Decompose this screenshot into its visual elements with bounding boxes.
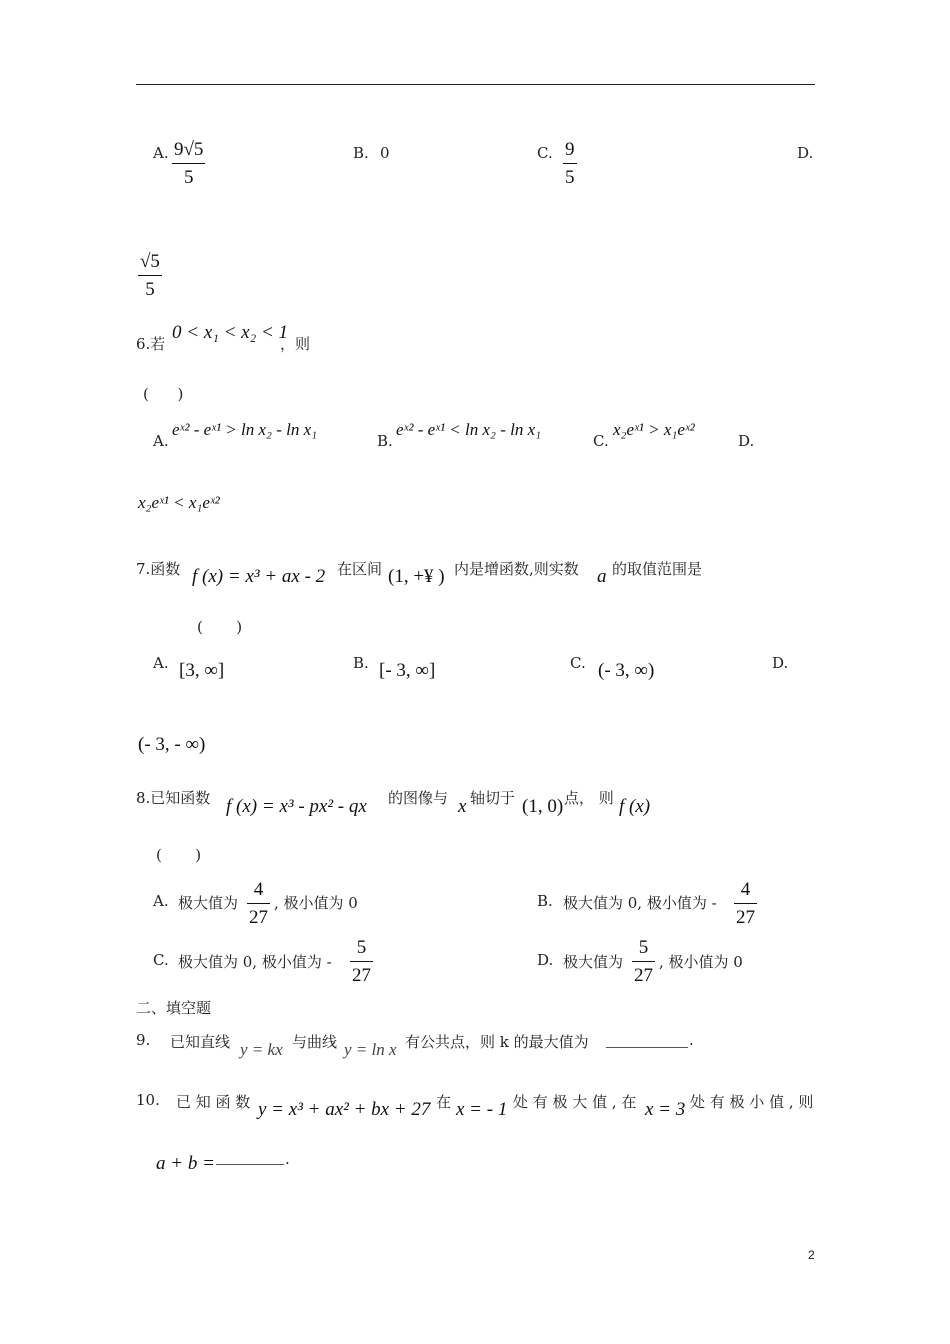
q6-option-d-label: D.: [738, 432, 755, 450]
q9-answer-blank[interactable]: [606, 1031, 688, 1048]
q10-function: y = x³ + ax² + bx + 27: [258, 1099, 431, 1120]
fraction-bar: [172, 163, 205, 164]
q8-option-b-label: B.: [537, 892, 553, 910]
q5-option-c-fraction: [563, 140, 577, 187]
q10-condition-min: x = 3: [645, 1099, 686, 1120]
q5-option-c-label: C.: [537, 144, 553, 162]
q8-text-tangent: 轴切于: [470, 789, 516, 807]
q5-option-d-fraction: [138, 252, 162, 299]
section-title-fill-in: 二、填空题: [136, 999, 212, 1017]
q5-option-b-value: 0: [380, 144, 390, 162]
q8-option-d-post: , 极小值为 0: [659, 953, 743, 971]
q8-option-d-pre: 极大值为: [563, 953, 624, 971]
q6-option-d-expr: x₂eˣ¹ < x₁eˣ²: [138, 493, 220, 512]
q6-suffix: ，则: [280, 335, 311, 353]
q5-option-a-label: A.: [153, 144, 169, 162]
q9-text-line: 已知直线: [170, 1033, 231, 1051]
q10-end-period: .: [285, 1150, 290, 1168]
q5-a-numerator: 9√5: [174, 139, 204, 160]
q10-text-given: 已 知 函 数: [176, 1093, 251, 1111]
q7-option-b-label: B.: [353, 654, 369, 672]
header-rule: [136, 84, 815, 85]
q7-variable: a: [597, 566, 607, 587]
q5-c-numerator: 9: [565, 139, 575, 160]
q6-option-c-label: C.: [593, 432, 609, 450]
q8-option-a-pre: 极大值为: [178, 894, 239, 912]
q8-text-graph: 的图像与: [388, 789, 449, 807]
q8-option-c-fraction: [350, 938, 373, 985]
q10-number: 10.: [136, 1091, 160, 1109]
q7-text-range: 的取值范围是: [612, 560, 703, 578]
q6-option-b-expr: eˣ² - eˣ¹ < ln x₂ - ln x₁: [396, 420, 542, 439]
q10-text-min: 处 有 极 小 值 , 则: [690, 1093, 814, 1111]
q8-a-numerator: 4: [253, 879, 264, 900]
q7-option-a-label: A.: [153, 654, 169, 672]
q10-text-max: 处 有 极 大 值 , 在: [513, 1093, 637, 1111]
q6-option-a-expr: eˣ² - eˣ¹ > ln x₂ - ln x₁: [172, 420, 318, 439]
q8-option-a-post: , 极小值为 0: [274, 894, 358, 912]
q8-c-numerator: 5: [356, 937, 367, 958]
q10-text-at: 在: [436, 1093, 452, 1111]
q8-d-denominator: 27: [634, 965, 653, 987]
q6-option-b-label: B.: [377, 432, 393, 450]
q8-variable: x: [458, 796, 467, 817]
q8-d-numerator: 5: [638, 937, 649, 958]
q10-answer-blank[interactable]: [216, 1150, 284, 1165]
q6-number: 6.若: [136, 335, 166, 353]
q5-d-denominator: 5: [145, 279, 155, 301]
q5-a-denominator: 5: [183, 167, 194, 189]
q8-option-d-fraction: [632, 938, 655, 985]
fraction-bar: [350, 961, 373, 962]
q8-b-denominator: 27: [736, 907, 755, 929]
q8-option-a-label: A.: [153, 892, 169, 910]
q6-option-a-label: A.: [153, 432, 169, 450]
q7-option-c-expr: (- 3, ∞): [598, 660, 655, 681]
q8-option-a-fraction: [247, 880, 270, 927]
q8-b-numerator: 4: [740, 879, 751, 900]
q8-c-denominator: 27: [352, 965, 371, 987]
q10-condition-max: x = - 1: [456, 1099, 508, 1120]
q7-answer-paren: ( ): [197, 618, 243, 636]
q8-option-c-label: C.: [153, 951, 169, 969]
q5-c-denominator: 5: [565, 167, 575, 189]
q10-answer-expression: a + b =: [156, 1153, 215, 1174]
q5-option-d-label: D.: [797, 144, 814, 162]
q8-answer-paren: ( ): [156, 846, 202, 864]
q8-function: f (x) = x³ - px² - qx: [226, 796, 367, 817]
q7-option-c-label: C.: [570, 654, 586, 672]
fraction-bar: [734, 903, 757, 904]
q7-interval: (1, +¥ ): [388, 566, 445, 587]
q8-function-2: f (x): [619, 796, 651, 817]
q8-a-denominator: 27: [249, 907, 268, 929]
q9-line-equation: y = kx: [240, 1040, 283, 1059]
q6-option-c-expr: x₂eˣ¹ > x₁eˣ²: [613, 420, 695, 439]
q7-option-d-label: D.: [772, 654, 789, 672]
page-number: 2: [808, 1248, 815, 1262]
fraction-bar: [247, 903, 270, 904]
q9-number: 9.: [136, 1031, 151, 1049]
q9-text-curve: 与曲线: [292, 1033, 338, 1051]
fraction-bar: [563, 163, 577, 164]
q8-option-c-pre: 极大值为 0, 极小值为 -: [178, 953, 332, 971]
q7-function: f (x) = x³ + ax - 2: [192, 566, 326, 587]
q8-option-b-fraction: [734, 880, 757, 927]
q8-option-d-label: D.: [537, 951, 554, 969]
q8-text-then: 点， 则: [564, 789, 614, 807]
q8-point: (1, 0): [522, 796, 564, 817]
q9-end-period: .: [689, 1031, 694, 1049]
q7-option-b-expr: [- 3, ∞]: [379, 660, 436, 681]
fraction-bar: [138, 275, 162, 276]
q5-option-a-fraction: [172, 140, 205, 187]
q7-option-d-expr: (- 3, - ∞): [138, 734, 206, 755]
q5-option-b-label: B.: [353, 144, 369, 162]
q8-number: 8.已知函数: [136, 789, 211, 807]
q6-condition: 0 < x₁ < x₂ < 1: [172, 322, 289, 343]
q5-d-numerator: √5: [140, 251, 160, 272]
q8-option-b-pre: 极大值为 0, 极小值为 -: [563, 894, 717, 912]
q9-curve-equation: y = ln x: [344, 1040, 397, 1059]
q7-number: 7.函数: [136, 560, 181, 578]
fraction-bar: [632, 961, 655, 962]
q7-text-increasing: 内是增函数,则实数: [454, 560, 579, 578]
q7-option-a-expr: [3, ∞]: [179, 660, 225, 681]
q7-text-interval: 在区间: [337, 560, 383, 578]
q9-text-question: 有公共点，则 k 的最大值为: [405, 1033, 589, 1051]
q6-answer-paren: ( ): [143, 385, 184, 403]
